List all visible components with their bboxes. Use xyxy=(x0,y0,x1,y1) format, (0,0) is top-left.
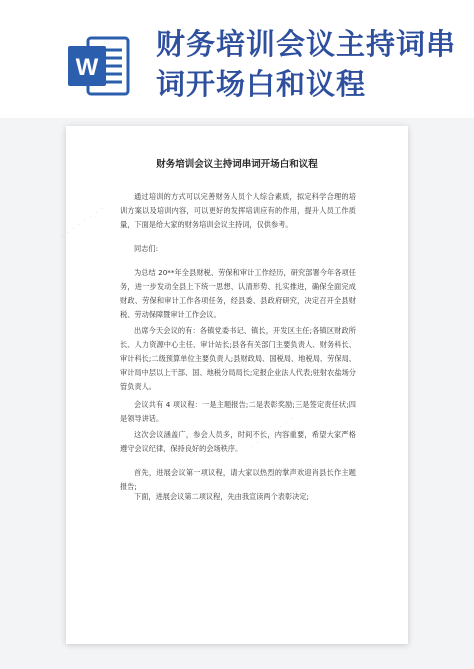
word-document-icon xyxy=(66,36,130,96)
watermark: · · · · · · · · xyxy=(57,202,108,243)
paragraph-salutation: 同志们: xyxy=(134,244,158,253)
svg-text:W: W xyxy=(75,54,99,81)
paragraph-agenda: 会议共有 4 项议程：一是主题报告;二是表彰奖励;三是签定责任状;四是领导讲话。 xyxy=(120,400,356,423)
header-banner xyxy=(0,0,474,118)
document-title: 财务培训会议主持词串词开场白和议程 xyxy=(156,159,318,170)
paragraph-summary: 为总结 20**年全县财税、劳保和审计工作经历，研究部署今年各项任务，进一步发动全县上下统一思想、认清形势、扎实推进，确保全面完成财政、劳保和审计工作各项任务，经县委、县政府研究，决定召开全县财税、劳动保障暨审计工作会议。 xyxy=(120,268,356,319)
paragraph-agenda-item-2: 下面，进展会议第二项议程，先由我宣读两个表彰决定; xyxy=(134,492,309,501)
watermark: · · · · · · · · xyxy=(247,412,298,453)
paragraph-discipline: 这次会议涵盖广，参会人员多，时间不长，内容重要，希望大家严格遵守会议纪律，保持良好的会场秩序。 xyxy=(120,430,356,453)
banner-title: 财务培训会议主持词串词开场白和议程 xyxy=(156,27,457,101)
paragraph-intro: 通过培训的方式可以完善财务人员个人综合素质，拟定科学合理的培训方案以及培训内容，可以更好的发挥培训应有的作用，提升人员工作质量，下面是给大家的财务培训会议主持词，仅供参考。 xyxy=(120,192,356,229)
paragraph-attendees: 出席今天会议的有：各镇党委书记、镇长，开发区主任;各镇区财政所长、人力资源中心主任、审计站长;县各有关部门主要负责人、财务科长、审计科长;二级预算单位主要负责人;县财政局、国税局、地税局、劳保局、审计局中层以上干部、国、地税分局局长;定报企业法人代表;驻射农盐场分管负责人。 xyxy=(120,326,356,391)
paragraph-agenda-item-1: 首先，进展会议第一项议程，请大家以热烈的掌声欢迎肖县长作主题报告; xyxy=(120,468,356,491)
document-page xyxy=(57,126,408,644)
